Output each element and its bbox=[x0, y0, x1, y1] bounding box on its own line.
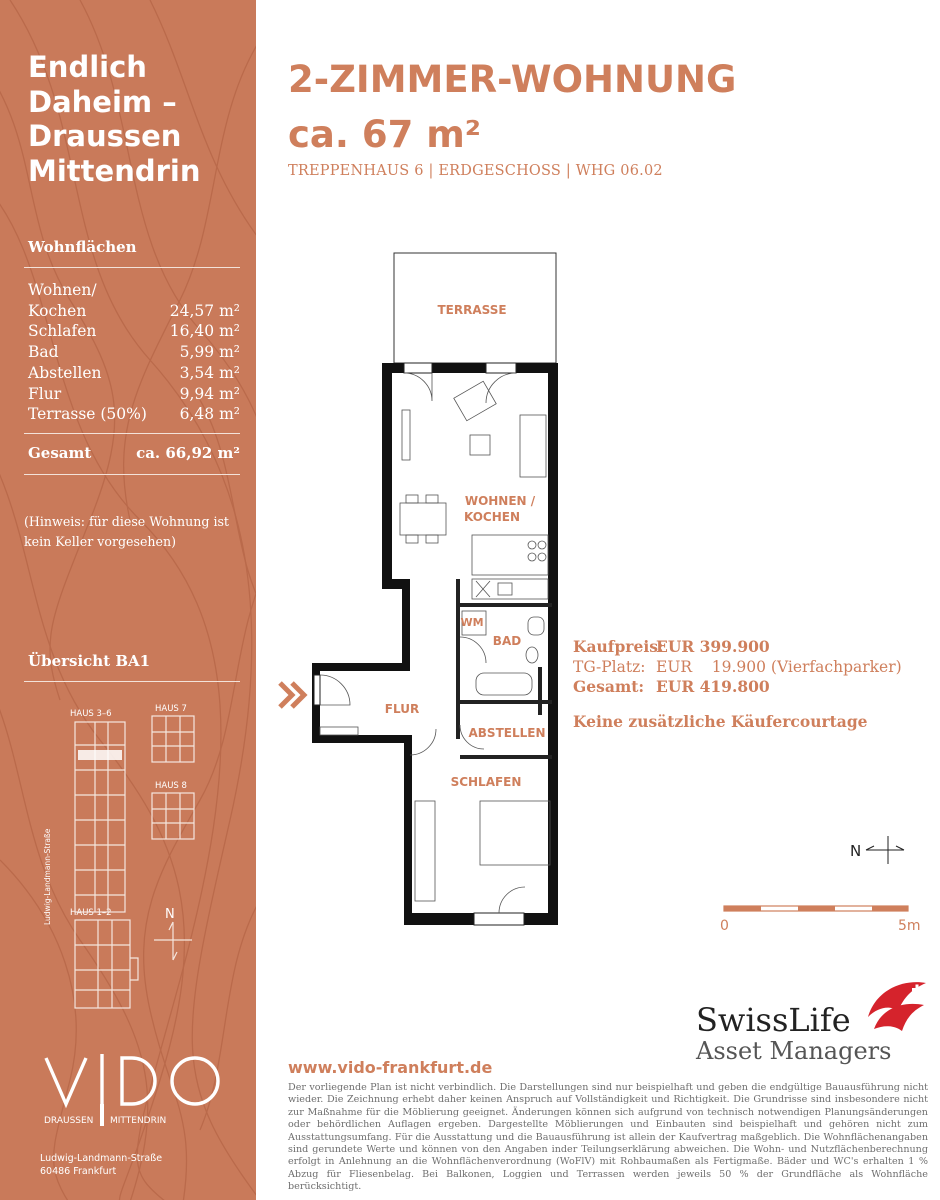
tagline-line: Draussen bbox=[28, 119, 182, 153]
area-label: Terrasse (50%) bbox=[28, 405, 147, 424]
total-value: ca. 66,92 m² bbox=[136, 444, 240, 462]
interior-wall bbox=[538, 667, 542, 715]
room-label-terrasse: TERRASSE bbox=[437, 303, 507, 317]
title-line: 2-ZIMMER-WOHNUNG bbox=[288, 58, 737, 101]
legal-disclaimer: Der vorliegende Plan ist nicht verbindlich. Die Darstellungen sind nur beispielhaft und geben die endgültige Bauausführung nicht wieder. Die Zeichnung erhebt daher keinen Anspruch auf Vollständigkeit und Richtigkeit. Die Grundrisse sind insbesondere nicht zur Maßnahme für die Möblierung geeignet. Änderungen können sich aufgrund von technisch notwendigen Planungsänderungen oder behördlichen Auflagen ergeben. Dargestellte Möblierungen und Einbauten sind beispielhaft und gehören nicht zum Ausstattungsumfang. Für die Ausstattung und die Bauausführung ist allein der Kaufvertrag maßgeblich. Die Wohnflächenangaben sind gerundete Werte und können von den Angaben inder Teilungserklärung abweichen. Die Wohn- und Nutzflächenberechnung erfolgt in Anlehnung an die Wohnflächenverordnung (WoFlV) mit Rohbaumaßen als Fertigmaße. Bäder und WC's erhalten 1 % Abzug für Fliesenbelag. Bei Balkonen, Loggien und Terrassen werden jeweils 50 % der Grundfläche als Wohnfläche berücksichtigt. bbox=[288, 1082, 928, 1193]
north-label: N bbox=[850, 842, 862, 860]
map-label-haus8: HAUS 8 bbox=[155, 781, 187, 791]
map-label-haus12: HAUS 1–2 bbox=[70, 908, 112, 918]
area-row bbox=[28, 342, 240, 363]
room-label-bad: BAD bbox=[492, 634, 522, 648]
swisslife-name: SwissLife bbox=[696, 1001, 851, 1039]
area-label: Flur bbox=[28, 384, 62, 403]
price-block bbox=[573, 637, 902, 697]
swisslife-subtitle: Asset Managers bbox=[696, 1037, 892, 1065]
map-label-haus7: HAUS 7 bbox=[155, 704, 187, 714]
scale-start-label: 0 bbox=[720, 918, 729, 934]
kitchen-counter bbox=[472, 535, 548, 575]
door-swing bbox=[320, 675, 350, 705]
price-value: EUR 19.900 (Vierfachparker) bbox=[656, 658, 902, 676]
divider bbox=[24, 681, 240, 682]
map-north-arrow bbox=[154, 922, 192, 960]
sideboard bbox=[402, 410, 410, 460]
chair bbox=[406, 495, 418, 503]
scale-segment bbox=[872, 906, 908, 911]
area-value: 6,48 m² bbox=[179, 405, 240, 424]
bathtub bbox=[476, 673, 532, 695]
address-line: Ludwig-Landmann-Straße bbox=[40, 1153, 163, 1164]
website-link[interactable]: www.vido-frankfurt.de bbox=[288, 1058, 493, 1077]
area-row bbox=[28, 280, 240, 301]
logo-letter-d bbox=[122, 1058, 155, 1104]
stove-burner bbox=[528, 541, 536, 549]
interior-wall bbox=[460, 755, 552, 759]
price-label: Kaufpreis: bbox=[573, 637, 664, 656]
price-label: Gesamt: bbox=[573, 677, 645, 696]
vido-logo bbox=[42, 1048, 232, 1130]
area-row bbox=[28, 384, 240, 405]
tagline bbox=[28, 50, 201, 188]
north-arrow-icon bbox=[866, 836, 904, 864]
building-haus-7 bbox=[152, 716, 194, 762]
sofa bbox=[520, 415, 546, 477]
area-value: 24,57 m² bbox=[169, 301, 240, 320]
logo-divider bbox=[100, 1104, 104, 1126]
swisslife-logo bbox=[690, 975, 930, 1065]
area-row bbox=[28, 404, 240, 425]
scale-end-label: 5m bbox=[898, 918, 921, 934]
area-value: 9,94 m² bbox=[179, 384, 240, 403]
toilet bbox=[526, 647, 538, 663]
room-label-abstellen: ABSTELLEN bbox=[468, 726, 546, 740]
areas-title: Wohnflächen bbox=[28, 238, 137, 256]
address-line: 60486 Frankfurt bbox=[40, 1166, 117, 1177]
door-swing bbox=[486, 373, 516, 403]
logo-left-word: DRAUSSEN bbox=[44, 1116, 94, 1126]
area-label: Kochen bbox=[28, 301, 87, 320]
fridge-mark bbox=[476, 581, 490, 597]
area-label: Wohnen/ bbox=[28, 281, 97, 299]
coat-rack bbox=[320, 727, 358, 735]
sink bbox=[498, 583, 512, 595]
area-value: 16,40 m² bbox=[169, 322, 240, 341]
overview-title: Übersicht BA1 bbox=[28, 652, 151, 670]
courtage-note: Keine zusätzliche Käufercourtage bbox=[573, 712, 868, 731]
chair bbox=[426, 535, 438, 543]
highlighted-unit-marker bbox=[78, 750, 122, 760]
divider bbox=[24, 267, 240, 268]
area-row bbox=[28, 363, 240, 384]
divider bbox=[24, 474, 240, 475]
site-overview-map bbox=[40, 700, 200, 1015]
area-table bbox=[28, 280, 240, 425]
entrance-arrow-icon bbox=[280, 683, 304, 707]
room-label-kochen: KOCHEN bbox=[463, 510, 521, 524]
window bbox=[474, 913, 524, 925]
entrance-door bbox=[314, 675, 320, 705]
area-label: Abstellen bbox=[28, 363, 102, 382]
total-row bbox=[28, 444, 240, 462]
logo-letter-v bbox=[46, 1058, 86, 1104]
scale-segment bbox=[724, 906, 761, 911]
area-row bbox=[28, 301, 240, 322]
stove-burner bbox=[538, 541, 546, 549]
map-north-label: N bbox=[165, 907, 175, 922]
interior-wall bbox=[456, 603, 552, 607]
interior-wall bbox=[456, 700, 552, 704]
page-title bbox=[288, 52, 736, 162]
unit-subtitle: TREPPENHAUS 6 | ERDGESCHOSS | WHG 06.02 bbox=[288, 163, 663, 179]
door-swing bbox=[499, 887, 525, 913]
map-street-label: Ludwig-Landmann-Straße bbox=[43, 828, 52, 925]
price-label: TG-Platz: bbox=[573, 658, 646, 676]
wardrobe bbox=[415, 801, 435, 901]
door-swing bbox=[410, 729, 436, 755]
price-value: EUR 399.900 bbox=[656, 637, 770, 656]
price-row bbox=[573, 637, 902, 657]
window bbox=[486, 363, 516, 373]
building-haus-8 bbox=[152, 793, 194, 839]
price-row bbox=[573, 677, 902, 697]
area-row bbox=[28, 321, 240, 342]
door-swing bbox=[404, 373, 432, 401]
tagline-line: Daheim – bbox=[28, 84, 177, 119]
stove-burner bbox=[538, 553, 546, 561]
window bbox=[404, 363, 432, 373]
bed bbox=[480, 801, 550, 865]
stove-burner bbox=[528, 553, 536, 561]
room-label-wohnen: WOHNEN / bbox=[464, 494, 536, 508]
price-value: EUR 419.800 bbox=[656, 677, 770, 696]
chair bbox=[406, 535, 418, 543]
tagline-line: Mittendrin bbox=[28, 153, 201, 188]
coffee-table bbox=[470, 435, 490, 455]
sidebar bbox=[0, 0, 256, 1200]
tagline-line: Endlich bbox=[28, 50, 147, 84]
divider bbox=[24, 433, 240, 434]
scale-segment bbox=[798, 906, 835, 911]
washbasin bbox=[528, 617, 544, 635]
north-arrow bbox=[848, 832, 908, 866]
floor-plan bbox=[270, 245, 570, 935]
logo-letter-o bbox=[172, 1058, 218, 1104]
chair bbox=[426, 495, 438, 503]
area-label: Bad bbox=[28, 343, 59, 362]
total-label: Gesamt bbox=[28, 444, 92, 462]
area-value: 3,54 m² bbox=[179, 363, 240, 382]
room-label-wm: WM bbox=[460, 616, 484, 629]
logo-right-word: MITTENDRIN bbox=[110, 1116, 167, 1126]
door-swing bbox=[460, 637, 486, 663]
price-row bbox=[573, 657, 902, 677]
map-label-haus36: HAUS 3–6 bbox=[70, 709, 112, 719]
armchair bbox=[454, 381, 496, 421]
area-label: Schlafen bbox=[28, 322, 97, 341]
building-haus-1-2 bbox=[75, 920, 130, 1008]
room-label-schlafen: SCHLAFEN bbox=[450, 775, 522, 789]
scale-bar bbox=[720, 902, 925, 934]
cellar-note: (Hinweis: für diese Wohnung ist kein Keller vorgesehen) bbox=[24, 514, 229, 549]
dining-table bbox=[400, 503, 446, 535]
area-value: 5,99 m² bbox=[179, 343, 240, 362]
room-label-flur: FLUR bbox=[384, 702, 420, 716]
swisslife-wave-icon bbox=[868, 982, 926, 1031]
address bbox=[40, 1152, 162, 1178]
title-line: ca. 67 m² bbox=[288, 113, 481, 156]
